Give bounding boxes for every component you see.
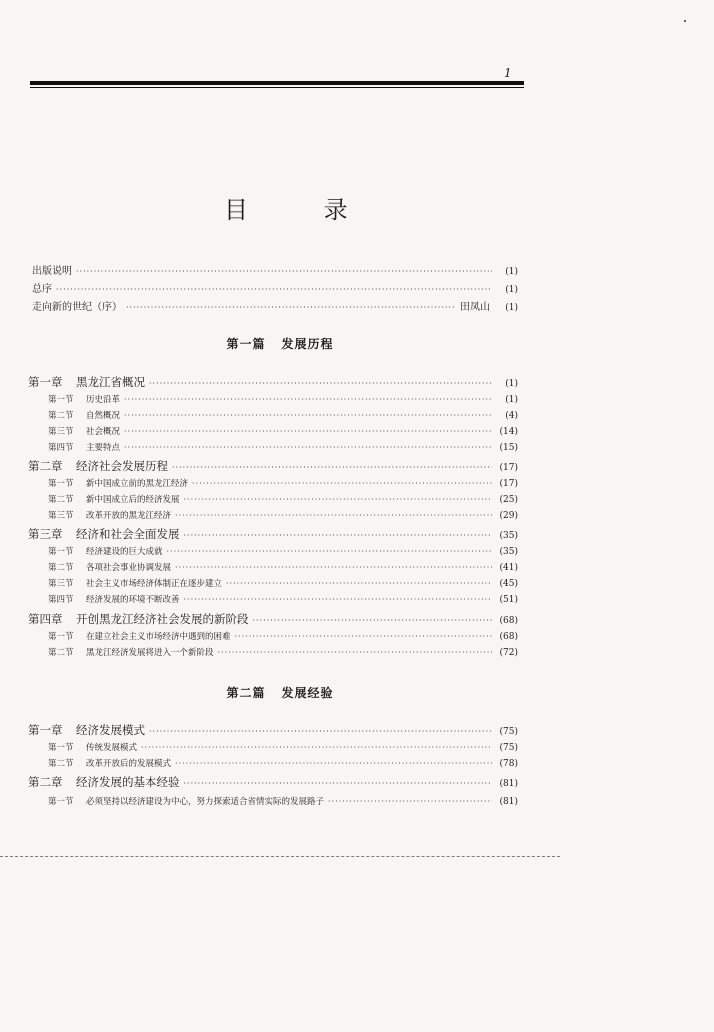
toc-page-ref: (29)	[499, 511, 518, 521]
toc-page-ref: (25)	[499, 495, 518, 505]
toc-section	[48, 545, 518, 557]
section-number: 第一节	[48, 797, 74, 807]
chapter-number: 第一章	[28, 375, 63, 389]
toc-chapter	[28, 374, 518, 390]
toc-page-ref: (14)	[499, 427, 518, 437]
dot-leader	[235, 632, 492, 641]
toc-page-ref: (35)	[499, 547, 518, 557]
toc-page-ref: (17)	[499, 463, 518, 473]
part-name: 发展经验	[281, 686, 334, 700]
section-number: 第一节	[48, 547, 74, 557]
toc-section	[48, 757, 518, 769]
toc-section	[48, 795, 518, 807]
toc-page-ref: (1)	[505, 303, 518, 313]
toc-front-item	[32, 280, 518, 295]
toc-section	[48, 441, 518, 453]
toc-page-ref: (72)	[499, 648, 518, 658]
toc-section	[48, 509, 518, 521]
toc-page-ref: (68)	[499, 616, 518, 626]
toc-page-ref: (1)	[505, 379, 518, 389]
dot-leader	[124, 443, 492, 452]
toc-page-ref: (68)	[499, 632, 518, 642]
chapter-number: 第四章	[28, 612, 63, 626]
section-title: 经济发展的环境不断改善	[86, 595, 180, 605]
dot-leader	[253, 616, 493, 625]
section-number: 第二节	[48, 495, 74, 505]
section-number: 第一节	[48, 743, 74, 753]
toc-section	[48, 593, 518, 605]
toc-chapter	[28, 526, 518, 542]
chapter-title: 经济发展模式	[76, 723, 145, 737]
dot-leader	[184, 595, 492, 604]
part-title	[0, 335, 560, 352]
chapter-title: 经济发展的基本经验	[76, 775, 180, 789]
toc-section	[48, 646, 518, 658]
dot-leader	[192, 479, 492, 488]
toc-chapter	[28, 774, 518, 790]
part-name: 发展历程	[281, 337, 334, 351]
scan-speck	[684, 20, 686, 22]
toc-front-item	[32, 262, 518, 277]
page-number: 1	[504, 66, 512, 80]
dot-leader	[175, 759, 492, 768]
chapter-number: 第二章	[28, 775, 63, 789]
toc-author: 田凤山	[460, 302, 490, 313]
section-title: 传统发展模式	[86, 743, 138, 753]
toc-section	[48, 425, 518, 437]
section-number: 第一节	[48, 632, 74, 642]
toc-section	[48, 630, 518, 642]
header-rule-thick	[30, 81, 524, 85]
dot-leader	[184, 779, 493, 788]
section-title: 新中国成立后的经济发展	[86, 495, 180, 505]
chapter-number: 第三章	[28, 527, 63, 541]
dot-leader	[126, 303, 456, 312]
part-number: 第二篇	[226, 686, 266, 700]
toc-front-label: 出版说明	[32, 266, 72, 277]
toc-section	[48, 561, 518, 573]
section-title: 自然概况	[86, 411, 121, 421]
section-number: 第二节	[48, 648, 74, 658]
chapter-title: 经济和社会全面发展	[76, 527, 180, 541]
toc-section	[48, 577, 518, 589]
toc-section	[48, 741, 518, 753]
section-number: 第三节	[48, 579, 74, 589]
toc-chapter	[28, 722, 518, 738]
dot-leader	[184, 531, 493, 540]
toc-page-ref: (1)	[505, 267, 518, 277]
section-number: 第二节	[48, 563, 74, 573]
dot-leader	[149, 379, 492, 388]
section-title: 必须坚持以经济建设为中心，努力探索适合省情实际的发展路子	[86, 797, 325, 807]
dot-leader	[226, 579, 492, 588]
section-title: 经济建设的巨大成就	[86, 547, 163, 557]
section-title: 黑龙江经济发展将进入一个新阶段	[86, 648, 214, 658]
chapter-title: 经济社会发展历程	[76, 459, 168, 473]
section-title: 社会概况	[86, 427, 121, 437]
part-number: 第一篇	[226, 337, 266, 351]
dot-leader	[218, 648, 492, 657]
toc-page-ref: (17)	[499, 479, 518, 489]
dot-leader	[141, 743, 492, 752]
bottom-rule	[0, 856, 560, 857]
toc-section	[48, 493, 518, 505]
toc-page-ref: (4)	[505, 411, 518, 421]
toc-page-ref: (75)	[499, 727, 518, 737]
section-title: 各项社会事业协调发展	[86, 563, 172, 573]
toc-section	[48, 409, 518, 421]
section-number: 第一节	[48, 395, 74, 405]
toc-front-label: 走向新的世纪（序）	[32, 302, 122, 313]
section-title: 主要特点	[86, 443, 121, 453]
dot-leader	[124, 427, 492, 436]
toc-page-ref: (1)	[505, 285, 518, 295]
dot-leader	[149, 727, 492, 736]
section-title: 改革开放的黑龙江经济	[86, 511, 172, 521]
toc-page-ref: (51)	[499, 595, 518, 605]
dot-leader	[124, 395, 492, 404]
section-title: 在建立社会主义市场经济中遇到的困难	[86, 632, 231, 642]
dot-leader	[167, 547, 492, 556]
dot-leader	[124, 411, 492, 420]
part-title	[0, 684, 560, 701]
section-number: 第四节	[48, 443, 74, 453]
page-title: 目 录	[224, 196, 382, 224]
dot-leader	[76, 267, 492, 276]
toc-section	[48, 393, 518, 405]
chapter-title: 开创黑龙江经济社会发展的新阶段	[76, 612, 249, 626]
toc-front-label: 总序	[32, 284, 52, 295]
dot-leader	[175, 563, 492, 572]
dot-leader	[175, 511, 492, 520]
toc-page-ref: (75)	[499, 743, 518, 753]
section-number: 第二节	[48, 411, 74, 421]
toc-chapter	[28, 611, 518, 627]
toc-page-ref: (81)	[499, 779, 518, 789]
section-title: 新中国成立前的黑龙江经济	[86, 479, 189, 489]
section-number: 第二节	[48, 759, 74, 769]
header-rule-thin	[30, 87, 524, 88]
toc-front-item	[32, 298, 518, 313]
section-title: 改革开放后的发展模式	[86, 759, 172, 769]
chapter-number: 第二章	[28, 459, 63, 473]
toc-page-ref: (35)	[499, 531, 518, 541]
toc-page-ref: (81)	[499, 797, 518, 807]
section-number: 第四节	[48, 595, 74, 605]
section-number: 第三节	[48, 511, 74, 521]
toc-page-ref: (1)	[505, 395, 518, 405]
section-title: 历史沿革	[86, 395, 121, 405]
chapter-number: 第一章	[28, 723, 63, 737]
dot-leader	[328, 797, 492, 806]
toc-page-ref: (45)	[499, 579, 518, 589]
section-number: 第三节	[48, 427, 74, 437]
toc-page-ref: (15)	[499, 443, 518, 453]
dot-leader	[172, 463, 492, 472]
section-number: 第一节	[48, 479, 74, 489]
chapter-title: 黑龙江省概况	[76, 375, 145, 389]
dot-leader	[56, 285, 492, 294]
toc-page-ref: (78)	[499, 759, 518, 769]
toc-chapter	[28, 458, 518, 474]
dot-leader	[184, 495, 492, 504]
toc-section	[48, 477, 518, 489]
toc-page-ref: (41)	[499, 563, 518, 573]
section-title: 社会主义市场经济体制正在逐步建立	[86, 579, 223, 589]
